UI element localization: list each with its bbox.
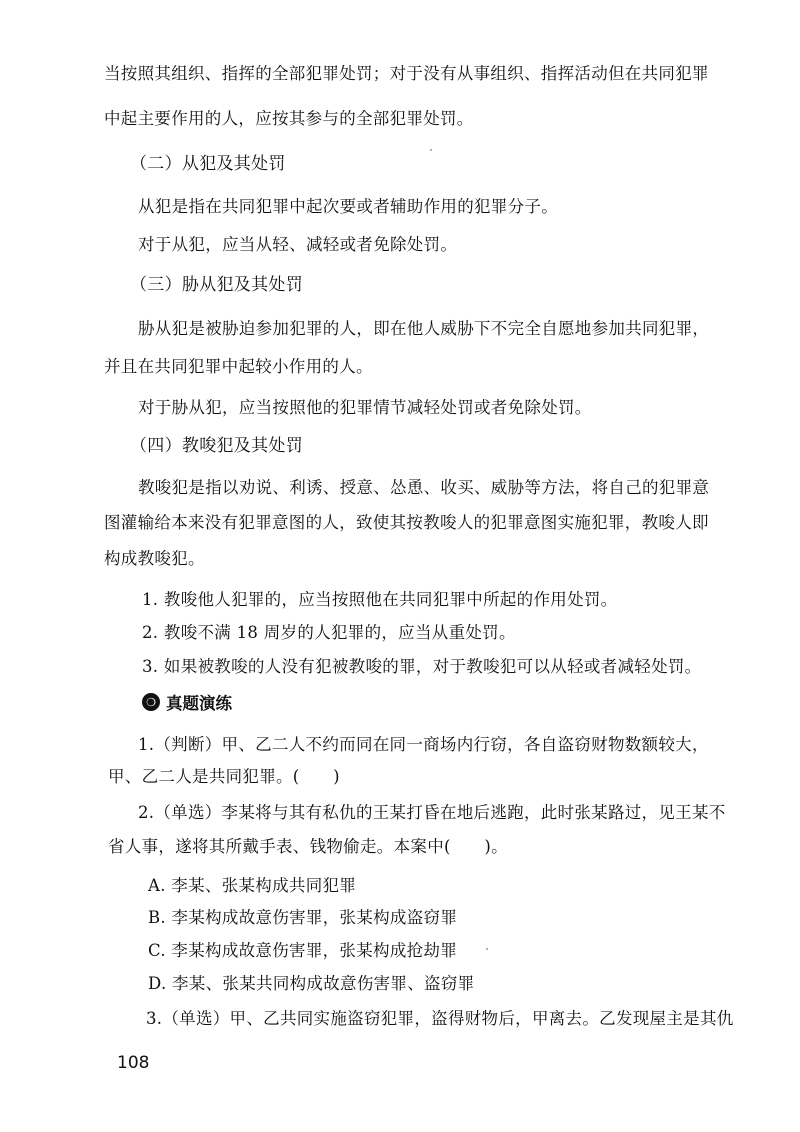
question-line: 2.（单选）李某将与其有私仇的王某打昏在地后逃跑，此时张某路过，见王某不 <box>138 803 726 822</box>
option-d: D. 李某、张某共同构成故意伤害罪、盗窃罪 <box>148 974 475 993</box>
body-line: 当按照其组织、指挥的全部犯罪处罚；对于没有从事组织、指挥活动但在共同犯罪 <box>104 64 709 83</box>
body-line: 中起主要作用的人，应按其参与的全部犯罪处罚。 <box>104 109 474 128</box>
option-b: B. 李某构成故意伤害罪，张某构成盗窃罪 <box>148 908 458 927</box>
body-line: 构成教唆犯。 <box>104 549 205 568</box>
list-item: 2. 教唆不满 18 周岁的人犯罪的，应当从重处罚。 <box>142 623 516 642</box>
body-line: 教唆犯是指以劝说、利诱、授意、怂恿、收买、威胁等方法，将自己的犯罪意 <box>138 478 710 497</box>
list-item: 1. 教唆他人犯罪的，应当按照他在共同犯罪中所起的作用处罚。 <box>142 590 618 609</box>
subheading-accomplice: （二）从犯及其处罚 <box>130 154 286 174</box>
scan-speck <box>486 948 488 950</box>
option-c: C. 李某构成故意伤害罪，张某构成抢劫罪 <box>148 941 458 960</box>
practice-icon: ❍ <box>142 693 160 711</box>
section-title-text: 真题演练 <box>166 694 232 713</box>
body-line: 并且在共同犯罪中起较小作用的人。 <box>104 357 373 376</box>
body-line: 从犯是指在共同犯罪中起次要或者辅助作用的犯罪分子。 <box>138 197 558 216</box>
question-line: 省人事，遂将其所戴手表、钱物偷走。本案中( )。 <box>108 837 508 856</box>
subheading-instigator: （四）教唆犯及其处罚 <box>130 436 303 456</box>
body-line: 对于从犯，应当从轻、减轻或者免除处罚。 <box>138 235 458 254</box>
body-line: 对于胁从犯，应当按照他的犯罪情节减轻处罚或者免除处罚。 <box>138 398 592 417</box>
option-a: A. 李某、张某构成共同犯罪 <box>148 876 357 895</box>
question-line: 甲、乙二人是共同犯罪。( ) <box>108 767 340 786</box>
question-line: 3.（单选）甲、乙共同实施盗窃犯罪，盗得财物后，甲离去。乙发现屋主是其仇 <box>146 1009 734 1028</box>
practice-section-title <box>142 690 232 714</box>
page-number: 108 <box>117 1053 150 1073</box>
list-item: 3. 如果被教唆的人没有犯被教唆的罪，对于教唆犯可以从轻或者减轻处罚。 <box>142 657 702 676</box>
subheading-coerced: （三）胁从犯及其处罚 <box>130 275 303 295</box>
body-line: 胁从犯是被胁迫参加犯罪的人，即在他人威胁下不完全自愿地参加共同犯罪， <box>138 319 710 338</box>
scan-speck <box>430 149 432 151</box>
body-line: 图灌输给本来没有犯罪意图的人，致使其按教唆人的犯罪意图实施犯罪，教唆人即 <box>104 513 709 532</box>
question-line: 1.（判断）甲、乙二人不约而同在同一商场内行窃，各自盗窃财物数额较大， <box>138 735 709 754</box>
